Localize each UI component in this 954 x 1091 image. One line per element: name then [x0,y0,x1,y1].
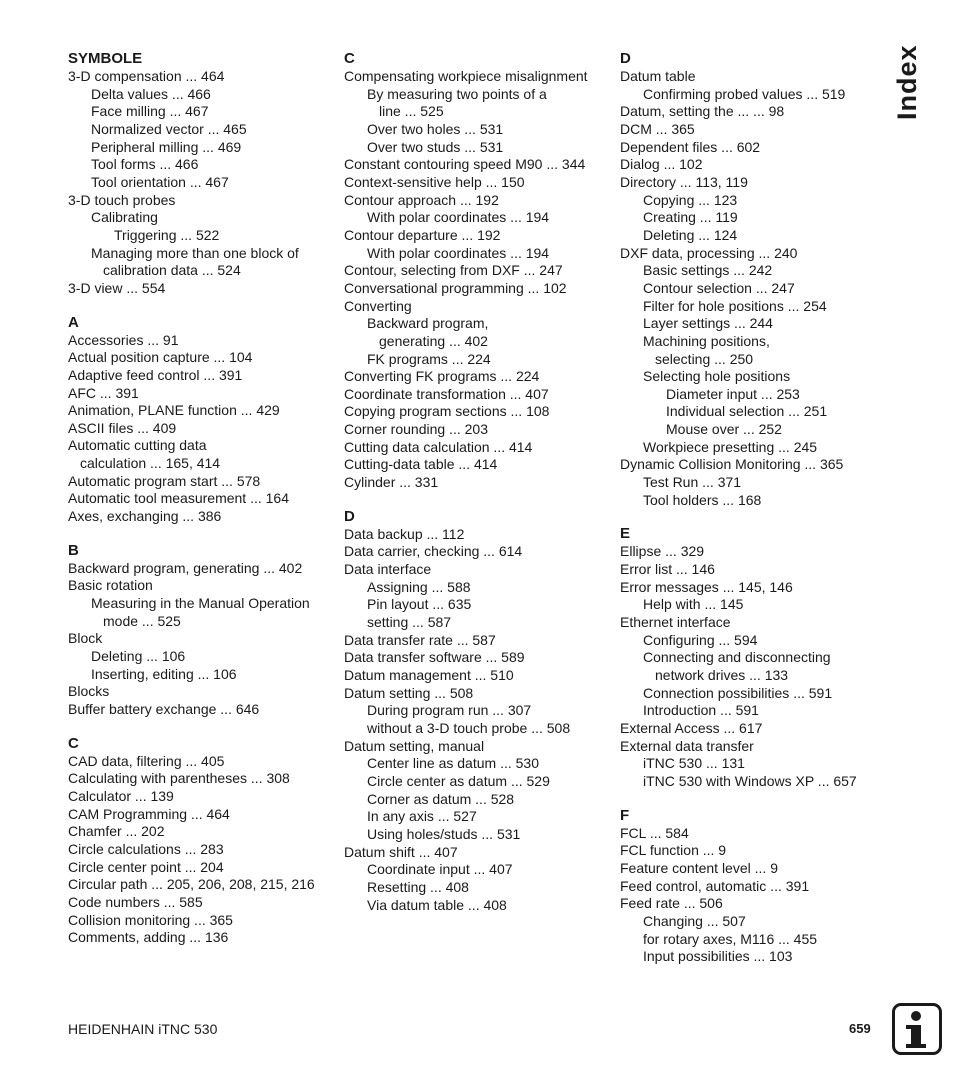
index-entry: Compensating workpiece misalignment [344,68,588,84]
index-subentry: Tool forms ... 466 [91,156,199,173]
index-subentry: Tool orientation ... 467 [91,173,229,190]
section-heading: C [344,50,355,67]
index-entry: Calculator ... 139 [68,787,174,804]
index-subentry: Circle center as datum ... 529 [367,772,550,789]
index-entry: Error list ... 146 [620,561,715,578]
index-subentry: Assigning ... 588 [367,578,471,595]
index-entry: Accessories ... 91 [68,331,179,348]
index-subentry: Using holes/studs ... 531 [367,825,521,842]
index-subentry: setting ... 587 [367,614,452,631]
index-subentry: Deleting ... 106 [91,648,186,665]
index-section [68,313,338,526]
index-entry: Ethernet interface [620,614,731,631]
index-entry: Circle center point ... 204 [68,858,224,875]
index-subentry: Help with ... 145 [643,596,744,613]
index-entry: Data backup ... 112 [344,525,465,542]
index-subentry: Managing more than one block of [91,244,299,261]
index-subentry: line ... 525 [379,103,444,120]
index-entry: Cutting-data table ... 414 [344,456,498,473]
index-subentry: Over two holes ... 531 [367,120,504,137]
index-entry: Data carrier, checking ... 614 [344,543,523,560]
index-entry: Automatic tool measurement ... 164 [68,490,289,507]
index-subentry: selecting ... 250 [655,350,754,367]
index-section [620,49,890,509]
index-entry: Actual position capture ... 104 [68,349,253,366]
index-entry: Feature content level ... 9 [620,859,778,876]
index-entry: Automatic cutting data [68,437,207,454]
index-subentry: Via datum table ... 408 [367,896,507,913]
index-entry: Automatic program start ... 578 [68,472,261,489]
index-entry: Datum setting ... 508 [344,684,474,701]
index-subentry: FK programs ... 224 [367,350,491,367]
index-entry: FCL function ... 9 [620,842,727,859]
index-entry: Contour approach ... 192 [344,191,499,208]
index-entry: Cylinder ... 331 [344,474,439,491]
index-entry: Constant contouring speed M90 ... 344 [344,156,586,173]
index-entry: External data transfer [620,737,754,754]
index-subentry: Coordinate input ... 407 [367,861,513,878]
index-section [68,541,338,719]
index-subentry: Copying ... 123 [643,191,738,208]
index-subentry: In any axis ... 527 [367,808,477,825]
index-section [68,734,338,947]
index-subentry: Configuring ... 594 [643,631,758,648]
index-entry: Circle calculations ... 283 [68,840,224,857]
index-subentry: mode ... 525 [103,612,181,629]
index-subentry: Calibrating [91,209,158,226]
index-entry: Conversational programming ... 102 [344,279,567,296]
index-entry: ASCII files ... 409 [68,419,177,436]
section-heading: C [68,734,79,752]
index-entry: Coordinate transformation ... 407 [344,385,549,402]
index-entry: Corner rounding ... 203 [344,421,488,438]
index-entry: FCL ... 584 [620,824,689,841]
index-entry: DCM ... 365 [620,120,695,137]
index-entry: Data interface [344,561,432,578]
index-entry: Datum table [620,68,696,84]
index-entry: Dynamic Collision Monitoring ... 365 [620,456,844,473]
index-subentry: Filter for hole positions ... 254 [643,297,827,314]
index-entry: Backward program, generating ... 402 [68,559,303,576]
index-subentry: Connection possibilities ... 591 [643,684,833,701]
index-entry: CAM Programming ... 464 [68,805,230,822]
index-entry: 3-D compensation ... 464 [68,68,225,84]
info-icon [892,1003,942,1055]
index-column-1 [68,49,338,962]
index-section [620,524,890,790]
index-subentry: iTNC 530 with Windows XP ... 657 [643,772,857,789]
index-subentry: Selecting hole positions [643,368,791,385]
index-entry: Code numbers ... 585 [68,893,203,910]
info-icon-base [906,1044,926,1048]
index-entry: Datum shift ... 407 [344,843,458,860]
index-entry: AFC ... 391 [68,384,139,401]
index-entry: Data transfer rate ... 587 [344,631,496,648]
index-subentry: Resetting ... 408 [367,878,469,895]
index-entry: Collision monitoring ... 365 [68,911,233,928]
index-entry: DXF data, processing ... 240 [620,244,798,261]
index-entry: Copying program sections ... 108 [344,403,550,420]
index-entry: Dependent files ... 602 [620,138,761,155]
index-entry: Context-sensitive help ... 150 [344,173,525,190]
section-heading: D [620,50,631,67]
section-heading: D [344,507,355,525]
page-number: 659 [849,1021,871,1036]
index-subentry: Face milling ... 467 [91,103,209,120]
index-subentry: Over two studs ... 531 [367,138,504,155]
index-subentry: network drives ... 133 [655,667,789,683]
index-entry: calculation ... 165, 414 [80,455,221,472]
index-entry: Blocks [68,683,110,700]
index-subentry: Introduction ... 591 [643,702,759,719]
index-subentry: Deleting ... 124 [643,226,738,243]
index-entry: Error messages ... 145, 146 [620,578,793,595]
index-subentry: without a 3-D touch probe ... 508 [367,719,571,736]
index-entry: Comments, adding ... 136 [68,929,229,946]
index-entry: Contour, selecting from DXF ... 247 [344,262,563,279]
index-column-3 [620,49,890,981]
index-subentry: Test Run ... 371 [643,474,742,491]
index-subentry: Delta values ... 466 [91,85,211,102]
index-entry: 3-D view ... 554 [68,279,166,296]
index-entry: Buffer battery exchange ... 646 [68,701,260,717]
index-subentry: Normalized vector ... 465 [91,120,247,137]
index-subentry: Peripheral milling ... 469 [91,138,242,155]
page-title: Index [892,44,922,120]
section-heading: A [68,313,79,331]
index-entry: Axes, exchanging ... 386 [68,508,222,525]
index-entry: Converting FK programs ... 224 [344,368,540,385]
index-subentry: Tool holders ... 168 [643,491,762,508]
index-subentry: Confirming probed values ... 519 [643,85,846,102]
index-subentry: With polar coordinates ... 194 [367,209,550,226]
index-subentry: Creating ... 119 [643,209,738,226]
index-entry: Datum, setting the ... ... 98 [620,103,785,120]
index-entry: Feed control, automatic ... 391 [620,877,810,894]
index-subentry: Changing ... 507 [643,912,746,929]
index-subentry: Basic settings ... 242 [643,262,773,279]
index-entry: Adaptive feed control ... 391 [68,366,243,383]
index-entry: CAD data, filtering ... 405 [68,752,225,769]
index-entry: Converting [344,297,412,314]
index-entry: Directory ... 113, 119 [620,173,748,190]
index-subentry: Triggering ... 522 [114,226,220,243]
index-entry: External Access ... 617 [620,719,763,736]
index-entry: Contour departure ... 192 [344,226,501,243]
section-heading: SYMBOLE [68,50,143,67]
index-entry: Feed rate ... 506 [620,895,723,912]
section-heading: E [620,525,631,543]
index-subentry: Mouse over ... 252 [666,421,782,438]
index-subentry: By measuring two points of a [367,85,547,102]
index-subentry: Contour selection ... 247 [643,279,795,296]
index-subentry: Workpiece presetting ... 245 [643,438,818,455]
index-entry: Chamfer ... 202 [68,823,165,840]
index-entry: Cutting data calculation ... 414 [344,438,533,455]
index-subentry: With polar coordinates ... 194 [367,244,550,261]
index-subentry: Inserting, editing ... 106 [91,665,237,682]
index-entry: Datum management ... 510 [344,667,514,683]
index-subentry: generating ... 402 [379,332,488,349]
index-entry: Data transfer software ... 589 [344,649,525,666]
section-heading: B [68,541,79,559]
index-entry: Animation, PLANE function ... 429 [68,402,280,419]
section-heading: F [620,806,630,824]
index-subentry: Layer settings ... 244 [643,315,773,332]
index-section [344,507,614,914]
index-section [68,49,338,298]
index-entry: Datum setting, manual [344,737,485,754]
index-entry: 3-D touch probes [68,191,176,208]
index-subentry: for rotary axes, M116 ... 455 [643,930,818,947]
index-column-2 [344,49,614,929]
index-subentry: iTNC 530 ... 131 [643,755,745,772]
info-icon-dot [911,1011,921,1021]
index-subentry: Center line as datum ... 530 [367,755,539,772]
index-subentry: Connecting and disconnecting [643,649,831,666]
index-subentry: Diameter input ... 253 [666,385,800,402]
footer-product-name: HEIDENHAIN iTNC 530 [68,1021,218,1037]
index-entry: Circular path ... 205, 206, 208, 215, 216 [68,876,315,893]
index-section [344,49,614,492]
index-subentry: Corner as datum ... 528 [367,790,515,807]
index-entry: Calculating with parentheses ... 308 [68,770,290,787]
index-subentry: calibration data ... 524 [103,262,241,279]
index-subentry: Individual selection ... 251 [666,403,828,420]
index-subentry: Input possibilities ... 103 [643,948,793,965]
index-entry: Basic rotation [68,577,153,594]
index-subentry: Measuring in the Manual Operation [91,595,310,612]
index-subentry: Backward program, [367,315,489,332]
index-entry: Block [68,630,103,647]
index-subentry: Pin layout ... 635 [367,596,472,613]
index-section [620,806,890,966]
index-subentry: During program run ... 307 [367,702,532,719]
index-entry: Ellipse ... 329 [620,543,705,560]
index-entry: Dialog ... 102 [620,156,703,173]
index-subentry: Machining positions, [643,332,770,349]
